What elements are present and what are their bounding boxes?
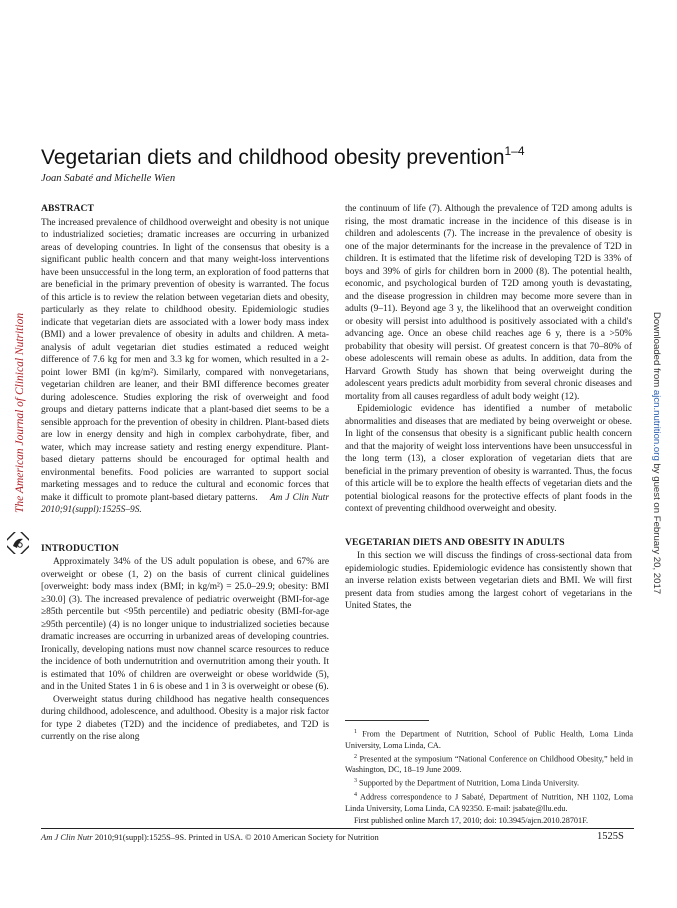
article-title bbox=[41, 137, 641, 172]
footnote-mark: 1 bbox=[354, 729, 357, 735]
footnote-divider bbox=[345, 720, 429, 721]
footnote-text: Supported by the Department of Nutrition, Loma Linda University. bbox=[359, 779, 580, 789]
introduction-paragraph-2: Overweight status during childhood has negative health consequences during childhood, adolescence, and adulthood. Obesity is a major risk factor for type 2 diabetes (T2D) and the incidence of prediabetes, and T2D is currently on the rise along bbox=[41, 694, 329, 742]
footnote-text: First published online March 17, 2010; doi: 10.3945/ajcn.2010.28701F. bbox=[354, 815, 589, 825]
article-title-text: Vegetarian diets and childhood obesity prevention bbox=[41, 146, 505, 169]
introduction-heading: INTRODUCTION bbox=[41, 542, 119, 554]
article-title-footnote-marks: 1–4 bbox=[504, 144, 525, 158]
footnotes bbox=[345, 727, 633, 827]
footer-journal: Am J Clin Nutr bbox=[41, 832, 93, 842]
footer-divider bbox=[41, 828, 634, 829]
footnote bbox=[345, 752, 633, 776]
footer-citation bbox=[41, 832, 379, 842]
footnote-mark: 3 bbox=[354, 778, 357, 785]
abstract-body bbox=[41, 217, 329, 517]
footer-details: 2010;91(suppl):1525S–9S. Printed in USA. © 2010 American Society for Nutrition bbox=[94, 832, 379, 842]
download-suffix: by guest on February 20, 2017 bbox=[651, 460, 662, 595]
footnote-mark: 4 bbox=[354, 792, 357, 799]
journal-name-vertical: The American Journal of Clinical Nutrition bbox=[14, 312, 26, 514]
introduction-paragraph-2-continued: the continuum of life (7). Although the prevalence of T2D among adults is rising, the most dramatic increase in the incidence of this disease is in children and adolescents (7). The increase in the prevalence of obesity is one of the major determinants for the increase in the prevalence of T2D in children. It is estimated that the lifetime risk of developing T2D is 33% of boys and 39% of girls for children born in 2000 (8). The potential health, economic, and psychological burden of T2D among youth is devastating, and the disease progression in children may become more severe than in adults (9–11). Beyond age 3 y, the likelihood that an overweight condition or obesity will persist into adulthood is positively associated with a child's advancing age. Once an obese child reaches age 6 y, there is a >50% probability that obesity will persist. Of greatest concern is that 70–80% of obese adolescents will remain obese as adults. In addition, data from the Harvard Growth Study has shown that being overweight during the adolescent years predicts adult morbidity from several chronic diseases and mortality from all causes regardless of adult body weight (12). bbox=[345, 204, 632, 402]
download-site-link[interactable]: ajcn.nutrition.org bbox=[651, 389, 662, 461]
journal-seal-icon bbox=[7, 532, 29, 554]
footnote-text: From the Department of Nutrition, School of Public Health, Loma Linda University, Loma Linda, CA. bbox=[345, 729, 633, 750]
footnote-text: Presented at the symposium “National Conference on Childhood Obesity,” held in Washington, DC, 18–19 June 2009. bbox=[345, 754, 634, 775]
article-authors: Joan Sabaté and Michelle Wien bbox=[41, 173, 176, 184]
vegetarian-section-heading: VEGETARIAN DIETS AND OBESITY IN ADULTS bbox=[345, 536, 565, 548]
page-number: 1525S bbox=[597, 831, 624, 842]
footnote bbox=[345, 727, 633, 751]
introduction-paragraph-1: Approximately 34% of the US adult population is obese, and 67% are overweight or obese (1, 2) on the basis of current clinical guidelines [overweight: body mass index (BMI; in kg/m²) = 25.0–29.9; obesity: BMI ≥30.0] (3). The increased prevalence of pediatric overweight (BMI-for-age ≥85th percentile but <95th percentile) and pediatric obesity (BMI-for-age ≥95th percentile) (4) is no longer unique to industrialized societies because dramatic increases are occurring in urbanized areas of developing countries. Ironically, developing nations must now channel scarce resources to reduce the incidence of both undernutrition and overnutrition among their youth. It is estimated that 10% of children are overweight or obese worldwide (5), and in the United States 1 in 6 is obese and 1 in 3 is overweight or obese (6). bbox=[41, 557, 329, 692]
left-column bbox=[41, 203, 329, 744]
abstract-heading: ABSTRACT bbox=[41, 203, 95, 214]
footnote bbox=[345, 790, 633, 814]
footnote-mark: 2 bbox=[354, 753, 357, 760]
introduction-paragraph-3: Epidemiologic evidence has identified a number of metabolic abnormalities and diseases that are mediated by being overweight or obese. In light of the consensus that obesity is a significant public health concern and that the majority of weight loss interventions have been unsuccessful in the long term (13), a closer exploration of vegetarian diets that are beneficial in the primary prevention of obesity is warranted. Thus, the focus of this article will be to explore the health effects of vegetarian diets and the potential biological reasons for the protective effects of plant foods in the context of preventing childhood overweight and obesity. bbox=[345, 404, 632, 514]
footnote bbox=[345, 815, 633, 826]
abstract-citation: Am J Clin Nutr 2010;91(suppl):1525S–9S. bbox=[41, 492, 329, 515]
right-column bbox=[345, 203, 632, 613]
abstract-text: The increased prevalence of childhood overweight and obesity is not unique to industrialized societies; dramatic increases are occurring in urbanized areas of developing countries. In light of the consensus that obesity is a significant public health concern and that many weight-loss interventions have been unsuccessful in the long term, an exploration of food patterns that are beneficial in the primary prevention of obesity is warranted. The focus of this article is to review the relation between vegetarian diets and obesity, particularly as they relate to childhood obesity. Epidemiologic studies indicate that vegetarian diets are associated with a lower body mass index (BMI) and a lower prevalence of obesity in adults and children. A meta-analysis of adult vegetarian diet studies estimated a reduced weight difference of 7.6 kg for men and 3.3 kg for women, which resulted in a 2-point lower BMI (in kg/m²). Similarly, compared with nonvegetarians, vegetarian children are leaner, and their BMI difference becomes greater during adolescence. Studies exploring the risk of overweight and food groups and dietary patterns indicate that a plant-based diet seems to be a sensible approach for the prevention of obesity in children. Plant-based diets are low in energy density and high in complex carbohydrate, fiber, and water, which may increase satiety and resting energy expenditure. Plant-based dietary patterns should be encouraged for optimal health and environmental benefits. Food policies are warranted to support social marketing messages and to reduce the cultural and economic forces that make it difficult to promote plant-based dietary patterns. bbox=[41, 217, 329, 503]
vegetarian-section-paragraph-1: In this section we will discuss the findings of cross-sectional data from epidemiologic studies. Epidemiologic evidence has consistently shown that an inverse relation exists between vegetarian diets and BMI. We will first present data from studies among the largest cohort of vegetarians in the United States, the bbox=[345, 551, 632, 611]
download-prefix: Downloaded from bbox=[651, 312, 662, 390]
footnote-text: Address correspondence to J Sabaté, Department of Nutrition, NH 1102, Loma Linda University, Loma Linda, CA 92350. E-mail: jsabate@llu.edu. bbox=[345, 792, 633, 813]
footnote bbox=[345, 776, 633, 789]
download-notice-vertical bbox=[648, 312, 662, 595]
